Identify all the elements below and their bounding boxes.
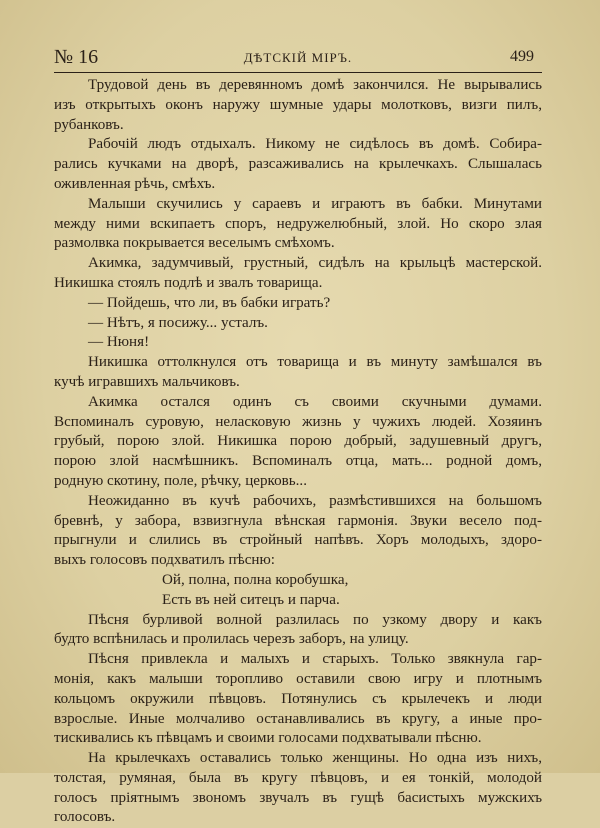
text-line: размолвка покрывается веселымъ смѣхомъ. (54, 235, 335, 252)
text-line: — Нѣтъ, я посижу... усталъ. (88, 314, 268, 331)
text-line: Неожиданно въ кучѣ рабочихъ, размѣстившихся на большомъ (88, 492, 542, 509)
text-line: будто вспѣнилась и пролилась черезъ заборъ, на улицу. (54, 631, 409, 648)
text-line: Никишка стоялъ подлѣ и звалъ товарища. (54, 274, 323, 291)
text-line: толстая, румяная, была въ кругу пѣвцовъ, и ея тонкій, молодой (54, 769, 542, 786)
text-line: На крылечкахъ оставались только женщины. Но одна изъ нихъ, (88, 750, 542, 767)
text-line: Рабочій людъ отдыхалъ. Никому не сидѣлось въ домѣ. Собира- (88, 136, 542, 153)
text-line: оживленная рѣчь, смѣхъ. (54, 175, 216, 192)
text-line: рались кучками на дворѣ, разсаживались на крылечкахъ. Слышалась (54, 156, 542, 173)
text-line: прыгнули и слились въ стройный напѣвъ. Хоръ молодыхъ, здоро- (54, 532, 542, 549)
text-line: родную скотину, поле, рѣчку, церковь... (54, 472, 307, 489)
text-line: рубанковъ. (54, 116, 124, 133)
text-line: Ой, полна, полна коробушка, (162, 571, 349, 588)
text-line: Никишка оттолкнулся отъ товарища и въ минуту замѣшался въ (88, 354, 542, 371)
text-line: грубый, порою злой. Никишка порою добрый, задушевный другъ, (54, 433, 542, 450)
journal-title: ДѢТСКІЙ МІРЪ. (243, 50, 353, 65)
issue-number: № 16 (54, 46, 99, 68)
text-line: Малыши скучились у сараевъ и играютъ въ бабки. Минутами (88, 195, 542, 212)
text-line: Трудовой день въ деревянномъ домѣ закончился. Не вырывались (88, 77, 542, 93)
text-line: Пѣсня бурливой волной разлилась по узкому двору и какъ (88, 611, 542, 628)
text-line: монія, какъ малыши торопливо оставили свою игру и плотнымъ (54, 670, 542, 687)
text-line: тискивались къ пѣвцамъ и своими голосами подхватывали пѣсню. (54, 730, 482, 747)
text-line: Акимка остался одинъ съ своими скучными думами. (88, 393, 542, 410)
text-line: голосъ пріятнымъ звономъ звучалъ въ гущѣ басистыхъ мужскихъ (54, 789, 542, 806)
text-line: Пѣсня привлекла и малыхъ и старыхъ. Только звякнула гар- (88, 651, 542, 668)
text-line: кольцомъ окружили пѣвцовъ. Потянулись съ крылечекъ и люди (54, 690, 542, 707)
text-line: взрослые. Иные молчаливо останавливались въ кругу, а иные про- (54, 710, 542, 727)
text-line: бревнѣ, у забора, взвизгнула вѣнская гармонія. Звуки весело под- (54, 512, 542, 529)
text-line: кучѣ игравшихъ мальчиковъ. (54, 373, 240, 390)
text-line: — Пойдешь, что ли, въ бабки играть? (88, 294, 331, 311)
text-line: выхъ голосовъ подхватилъ пѣсню: (54, 552, 275, 569)
text-line: Есть въ ней ситецъ и парча. (162, 591, 340, 608)
page-number: 499 (510, 48, 534, 65)
text-line: изъ открытыхъ оконъ наружу шумные удары молотковъ, визги пилъ, (54, 96, 542, 113)
text-line: между ними вскипаетъ споръ, недружелюбный, злой. Но скоро злая (54, 215, 542, 232)
text-line: голосовъ. (54, 809, 116, 826)
text-line: Акимка, задумчивый, грустный, сидѣлъ на крыльцѣ мастерской. (88, 255, 542, 272)
page-header (54, 46, 542, 70)
header-rule (54, 72, 542, 73)
article-text (54, 76, 542, 828)
text-line: — Нюня! (88, 334, 150, 351)
text-line: Вспоминалъ суровую, неласковую жизнь у чужихъ людей. Хозяинъ (54, 413, 542, 430)
text-line: порою злой насмѣшникъ. Вспоминалъ отца, мать... родной домъ, (54, 453, 542, 470)
